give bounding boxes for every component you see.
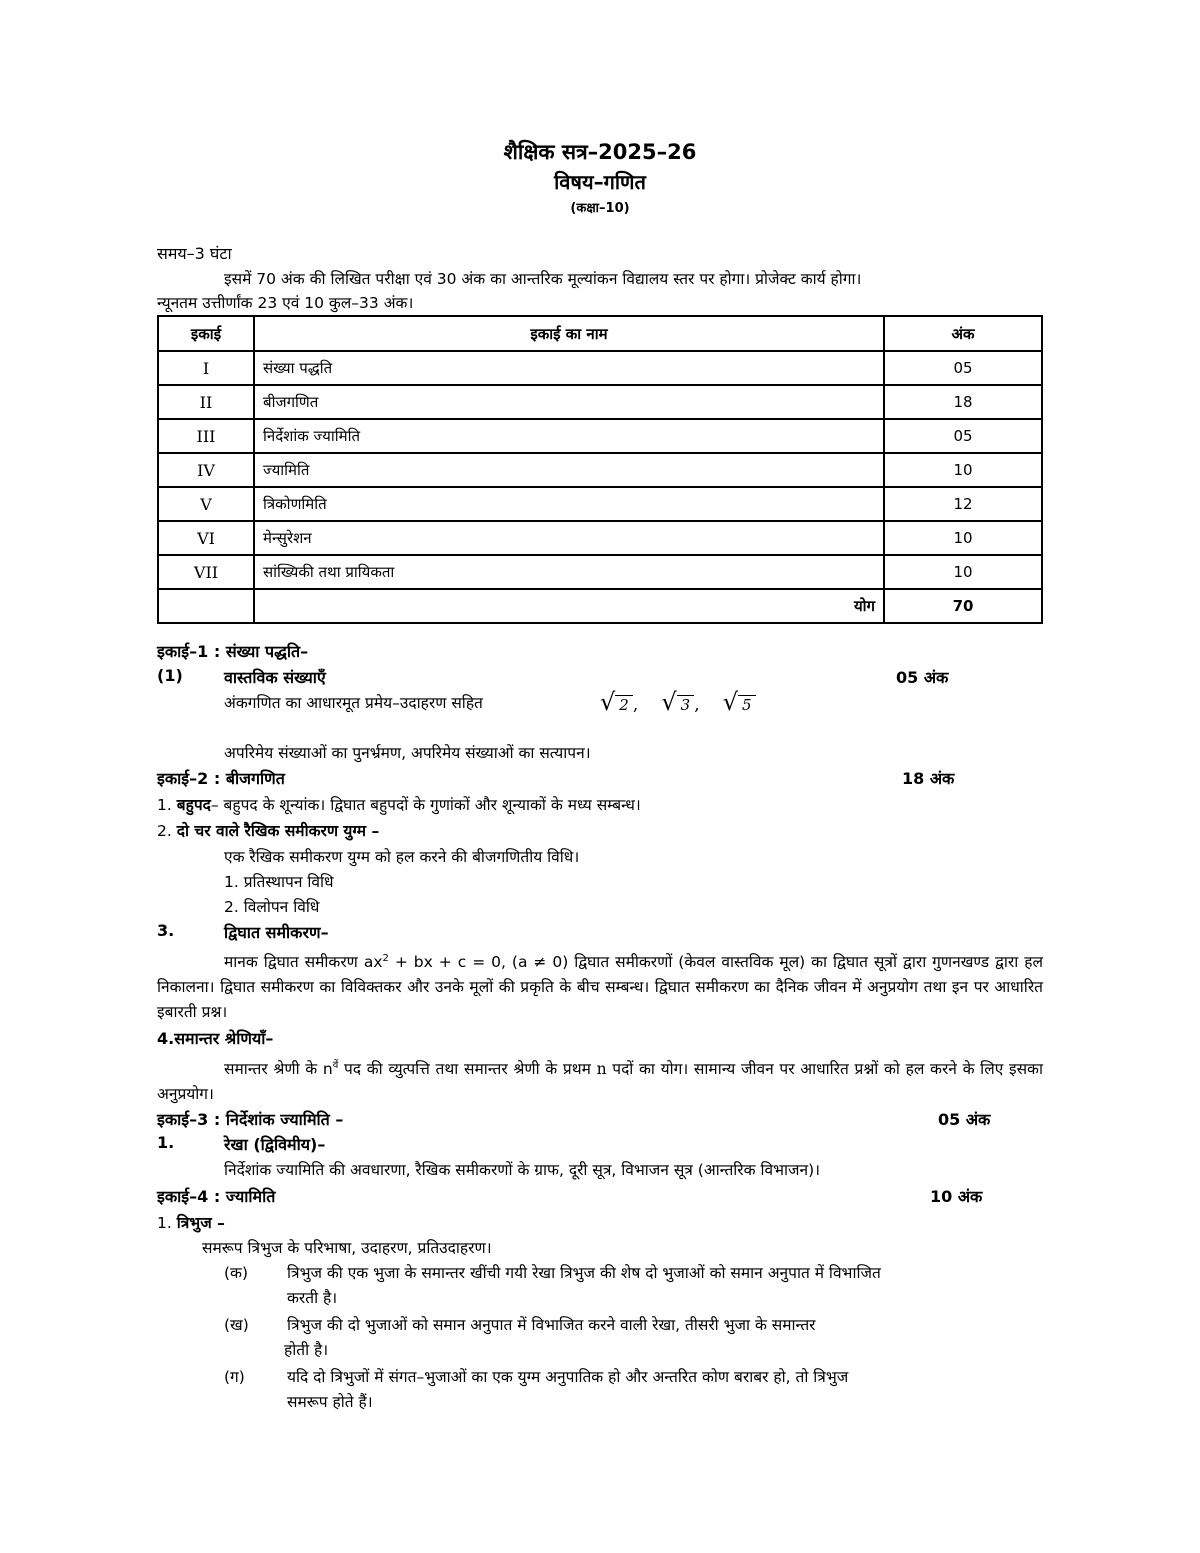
point-line-1: त्रिभुज की दो भुजाओं को समान अनुपात में विभाजित करने वाली रेखा, तीसरी भुजा के समान्तर [287, 1316, 816, 1334]
point-line-2: करती है। [287, 1289, 338, 1307]
unit4-title: इकाई–4 : ज्यामिति [157, 1187, 276, 1206]
table-row [158, 521, 1042, 555]
unit3-item-1-number: 1. [157, 1133, 175, 1152]
point-line-2: होती है। [284, 1341, 329, 1359]
class-label: (कक्षा–10) [570, 201, 630, 216]
unit-name: निर्देशांक ज्यामिति [254, 419, 884, 453]
unit2-item-3-text: मानक द्विघात समीकरण $ax^2$ + bx + c = 0, (a ≠ 0) द्विघात समीकरणों (केवल वास्तविक मूल) का द्विघात सूत्रों द्वारा गुणनखण्ड द्वारा हल निकालना। द्विघात समीकरण का विविक्तकर और उनके मूलों की प्रकृति के बीच सम्बन्ध। द्विघात समीकरण का दैनिक जीवन में अनुप्रयोग तथा इन पर आधारित इबारती प्रश्न। [157, 953, 1043, 1022]
table-row [158, 555, 1042, 589]
point-line-1: त्रिभुज की एक भुजा के समान्तर खींची गयी रेखा त्रिभुज की शेष दो भुजाओं को समान अनुपात में विभाजित [287, 1264, 881, 1282]
unit4-item-1: 1. त्रिभुज – [157, 1214, 225, 1232]
table-row [158, 453, 1042, 487]
unit-number: III [158, 419, 254, 453]
table-row [158, 487, 1042, 521]
header-unit-name: इकाई का नाम [254, 316, 884, 351]
total-label: योग [254, 589, 884, 623]
empty-cell [158, 589, 254, 623]
unit2-item-1: 1. बहुपद– बहुपद के शून्यांक। द्विघात बहुपदों के गुणांकों और शून्याकों के मध्य सम्बन्ध। [157, 796, 641, 814]
unit-name: संख्या पद्धति [254, 351, 884, 385]
unit-name: त्रिकोणमिति [254, 487, 884, 521]
unit4-marks: 10 अंक [930, 1187, 983, 1206]
unit3-item-1-text: निर्देशांक ज्यामिति की अवधारणा, रैखिक समीकरणों के ग्राफ, दूरी सूत्र, विभाजन सूत्र (आन्तरिक विभाजन)। [224, 1161, 821, 1179]
unit3-title: इकाई–3 : निर्देशांक ज्यामिति – [157, 1110, 344, 1129]
unit1-sub-number: (1) [157, 666, 183, 685]
unit1-line-1: अंकगणित का आधारमूत प्रमेय–उदाहरण सहित [224, 694, 483, 712]
time-label: समय–3 घंटा [157, 244, 232, 263]
marks-table [157, 315, 1043, 624]
unit-name: मेन्सुरेशन [254, 521, 884, 555]
point-line-2: समरूप होते हैं। [287, 1393, 373, 1411]
unit2-item-4-title: 4.समान्तर श्रेणियाँ– [157, 1029, 274, 1048]
unit-marks: 05 [884, 351, 1042, 385]
unit-number: II [158, 385, 254, 419]
total-marks: 70 [884, 589, 1042, 623]
unit2-item-2-text: एक रैखिक समीकरण युग्म को हल करने की बीजगणितीय विधि। [224, 848, 580, 866]
unit-number: I [158, 351, 254, 385]
unit-name: ज्यामिति [254, 453, 884, 487]
header-marks: अंक [884, 316, 1042, 351]
sqrt-2: √ 2 , [600, 688, 639, 716]
unit-marks: 12 [884, 487, 1042, 521]
table-header-row [158, 316, 1042, 351]
point-label: (क) [224, 1264, 248, 1282]
sqrt-3: √ 3 , [661, 688, 700, 716]
unit-marks: 10 [884, 453, 1042, 487]
unit2-item-3-title: द्विघात समीकरण– [224, 923, 329, 942]
unit-number: VII [158, 555, 254, 589]
unit4-item-1-text: समरूप त्रिभुज के परिभाषा, उदाहरण, प्रतिउदाहरण। [202, 1239, 492, 1257]
unit3-item-1-title: रेखा (द्विविमीय)– [224, 1135, 326, 1154]
unit-name: बीजगणित [254, 385, 884, 419]
unit-number: VI [158, 521, 254, 555]
session-title: शैक्षिक सत्र–2025–26 [503, 140, 697, 164]
unit1-marks: 05 अंक [896, 668, 949, 687]
table-row [158, 385, 1042, 419]
intro-line-1: इसमें 70 अंक की लिखित परीक्षा एवं 30 अंक का आन्तरिक मूल्यांकन विद्यालय स्तर पर होगा। प्रोजेक्ट कार्य होगा। [224, 270, 862, 288]
table-total-row [158, 589, 1042, 623]
point-label: (ग) [224, 1368, 245, 1386]
unit2-item-2-sub1: 1. प्रतिस्थापन विधि [224, 873, 334, 891]
unit-marks: 18 [884, 385, 1042, 419]
table-row [158, 351, 1042, 385]
unit2-item-2: 2. दो चर वाले रैखिक समीकरण युग्म – [157, 822, 380, 840]
unit-name: सांख्यिकी तथा प्रायिकता [254, 555, 884, 589]
header-unit: इकाई [158, 316, 254, 351]
table-row [158, 419, 1042, 453]
unit2-item-2-sub2: 2. विलोपन विधि [224, 898, 320, 916]
unit2-marks: 18 अंक [902, 769, 955, 788]
point-line-1: यदि दो त्रिभुजों में संगत–भुजाओं का एक युग्म अनुपातिक हो और अन्तरित कोण बराबर हो, तो त्रिभुज [287, 1368, 849, 1386]
unit-number: IV [158, 453, 254, 487]
sqrt-5: √ 5 [723, 688, 756, 716]
intro-line-2: न्यूनतम उत्तीर्णांक 23 एवं 10 कुल–33 अंक। [157, 294, 414, 312]
point-label: (ख) [224, 1316, 249, 1334]
unit3-marks: 05 अंक [938, 1110, 991, 1129]
unit-marks: 10 [884, 555, 1042, 589]
unit2-item-3-number: 3. [157, 921, 175, 940]
unit-marks: 10 [884, 521, 1042, 555]
unit-number: V [158, 487, 254, 521]
unit2-item-4-text: समान्तर श्रेणी के $n^{वें}$ पद की व्युत्पत्ति तथा समान्तर श्रेणी के प्रथम n पदों का योग। सामान्य जीवन पर आधारित प्रश्नों को हल करने के लिए इसका अनुप्रयोग। [157, 1060, 1043, 1104]
unit1-sub-title: वास्तविक संख्याएँ [224, 668, 326, 687]
unit1-title: इकाई–1 : संख्या पद्धति– [157, 642, 309, 661]
unit-marks: 05 [884, 419, 1042, 453]
unit2-title: इकाई–2 : बीजगणित [157, 769, 285, 788]
root-expressions [600, 688, 774, 716]
unit1-line-2: अपरिमेय संख्याओं का पुनर्भ्रमण, अपरिमेय संख्याओं का सत्यापन। [224, 744, 591, 762]
subject-title: विषय–गणित [554, 170, 646, 194]
